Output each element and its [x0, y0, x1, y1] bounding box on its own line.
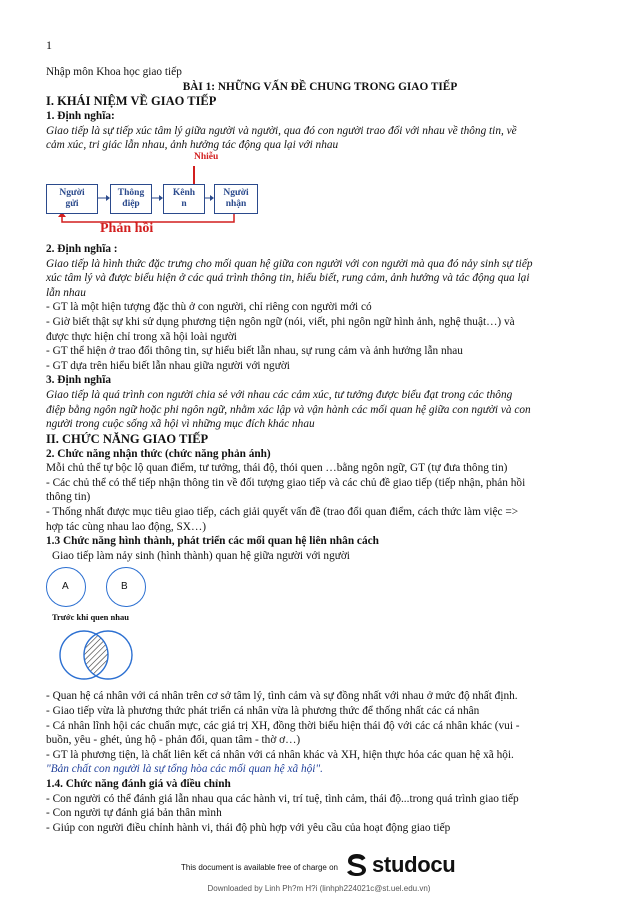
body-line: - Quan hệ cá nhân với cá nhân trên cơ sở tâm lý, tình cảm và sự đồng nhất với nhau ở mức độ nhất định. — [46, 690, 518, 703]
studocu-logo-text: studocu — [372, 852, 456, 877]
diagram-caption: Trước khi quen nhau — [52, 612, 129, 623]
message-box: Thông điệp — [110, 184, 152, 214]
definition-2-text: Giao tiếp là hình thức đặc trưng cho mối quan hệ giữa con người với con người mà qua đó nảy sinh sự tiếp — [46, 257, 533, 270]
body-line: - GT là phương tiện, là chất liên kết cá nhân với cá nhân khác và XH, hiện thực hóa các quan hệ xã hội. — [46, 748, 514, 761]
bullet-line: - GT dựa trên hiểu biết lẫn nhau giữa người với người — [46, 359, 290, 372]
section-1-heading: I. KHÁI NIỆM VỀ GIAO TIẾP — [46, 94, 217, 109]
channel-box: Kênh n — [163, 184, 205, 214]
body-line: thông tin) — [46, 491, 91, 504]
document-body — [46, 65, 594, 835]
body-line: - Con người có thể đánh giá lẫn nhau qua các hành vi, trí tuệ, tình cảm, thái độ...trong quá trình giao tiếp — [46, 792, 519, 805]
page-number: 1 — [46, 38, 52, 52]
before-acquaintance-diagram — [46, 565, 594, 623]
studocu-logo[interactable] — [345, 852, 455, 878]
body-line: - Giao tiếp vừa là phương thức phát triển cá nhân vừa là phương thức để thống nhất các cá nhân — [46, 705, 480, 718]
definition-3-text: người trong cuộc sống xã hội vì những mục đích khác nhau — [46, 418, 315, 431]
body-line: - Con người tự đánh giá bản thân mình — [46, 807, 222, 820]
definition-3-text: Giao tiếp là quá trình con người chia sẻ với nhau các cảm xúc, tư tưởng được biểu đạt trong các thông — [46, 388, 513, 401]
body-line: - Các chủ thể có thể tiếp nhận thông tin về đối tượng giao tiếp và các chủ đề giao tiếp (tiếp nhận, phản hồi — [46, 476, 526, 489]
definition-3-text: điệp bằng ngôn ngữ hoặc phi ngôn ngữ, nhằm xác lập và vận hành các mối quan hệ giữa con người và con — [46, 403, 531, 416]
circle-a-label: A — [62, 581, 69, 593]
receiver-box: Người nhận — [214, 184, 258, 214]
function-2-heading: 2. Chức năng nhận thức (chức năng phản ánh) — [46, 447, 271, 460]
body-line: - Cá nhân lĩnh hội các chuẩn mực, các giá trị XH, đồng thời biểu hiện thái độ với các cá nhân khác (vui - — [46, 719, 520, 732]
function-1-3-heading: 1.3 Chức năng hình thành, phát triển các mối quan hệ liên nhân cách — [46, 535, 379, 548]
definition-1-text: Giao tiếp là sự tiếp xúc tâm lý giữa người và người, qua đó con người trao đổi với nhau về thông tin, về — [46, 124, 517, 137]
bullet-line: - GT thể hiện ở trao đổi thông tin, sự hiểu biết lẫn nhau, sự rung cảm và ảnh hưởng lẫn nhau — [46, 345, 463, 358]
definition-2-text: lẫn nhau — [46, 286, 86, 299]
definition-3-heading: 3. Định nghĩa — [46, 374, 111, 387]
definition-2-text: xúc tâm lý và được biểu hiện ở các quá trình thông tin, hiểu biết, rung cảm, ảnh hưởng và tác động qua lại — [46, 272, 530, 285]
studocu-logo-icon — [345, 853, 369, 877]
circle-b-label: B — [121, 581, 128, 593]
body-line: Mỗi chủ thể tự bộc lộ quan điểm, tư tưởng, thái độ, thói quen …bằng ngôn ngữ, GT (tự đưa thông tin) — [46, 462, 508, 475]
footer-availability-text: This document is available free of charge on — [181, 863, 338, 872]
body-line: hợp tác cùng nhau lao động, SX…) — [46, 520, 207, 533]
section-2-heading: II. CHỨC NĂNG GIAO TIẾP — [46, 431, 209, 446]
bullet-line: - GT là một hiện tượng đặc thù ở con người, chỉ riêng con người mới có — [46, 301, 372, 314]
overlap-diagram — [46, 619, 594, 689]
bullet-line: được thực hiện chỉ trong xã hội loài người — [46, 330, 237, 343]
definition-1-heading: 1. Định nghĩa: — [46, 110, 115, 123]
definition-2-heading: 2. Định nghĩa : — [46, 242, 118, 255]
course-name: Nhập môn Khoa học giao tiếp — [46, 66, 182, 78]
body-line: - Thống nhất được mục tiêu giao tiếp, cách giải quyết vấn đề (trao đổi quan điểm, cách thức làm việc => — [46, 506, 519, 519]
body-line: buồn, yêu - ghét, ủng hộ - phản đối, quan tâm - thờ ơ…) — [46, 734, 301, 747]
quote-line: "Bản chất con người là sự tổng hòa các mối quan hệ xã hội". — [46, 763, 323, 776]
overlapping-circles — [46, 619, 166, 689]
sender-box: Người gửi — [46, 184, 98, 214]
bullet-line: - Giờ biết thật sự khi sử dụng phương tiện ngôn ngữ (nói, viết, phi ngôn ngữ hình ảnh, nghệ thuật…) và — [46, 315, 515, 328]
noise-label: Nhiễu — [194, 151, 219, 162]
definition-1-text: cảm xúc, tri giác lẫn nhau, ảnh hưởng tác động qua lại với nhau — [46, 139, 339, 152]
footer-download-text: Downloaded by Linh Ph?m H?i (linhph224021c@st.uel.edu.vn) — [207, 884, 431, 893]
body-line: Giao tiếp làm nảy sinh (hình thành) quan hệ giữa người với người — [52, 549, 350, 562]
feedback-label: Phản hồi — [100, 220, 154, 236]
function-1-4-heading: 1.4. Chức năng đánh giá và điều chỉnh — [46, 778, 231, 790]
body-line: - Giúp con người điều chỉnh hành vi, thái độ phù hợp với yêu cầu của hoạt động giao tiếp — [46, 821, 451, 834]
lesson-title: BÀI 1: NHỮNG VẤN ĐỀ CHUNG TRONG GIAO TIẾP — [182, 80, 458, 93]
communication-model-diagram — [46, 151, 594, 242]
